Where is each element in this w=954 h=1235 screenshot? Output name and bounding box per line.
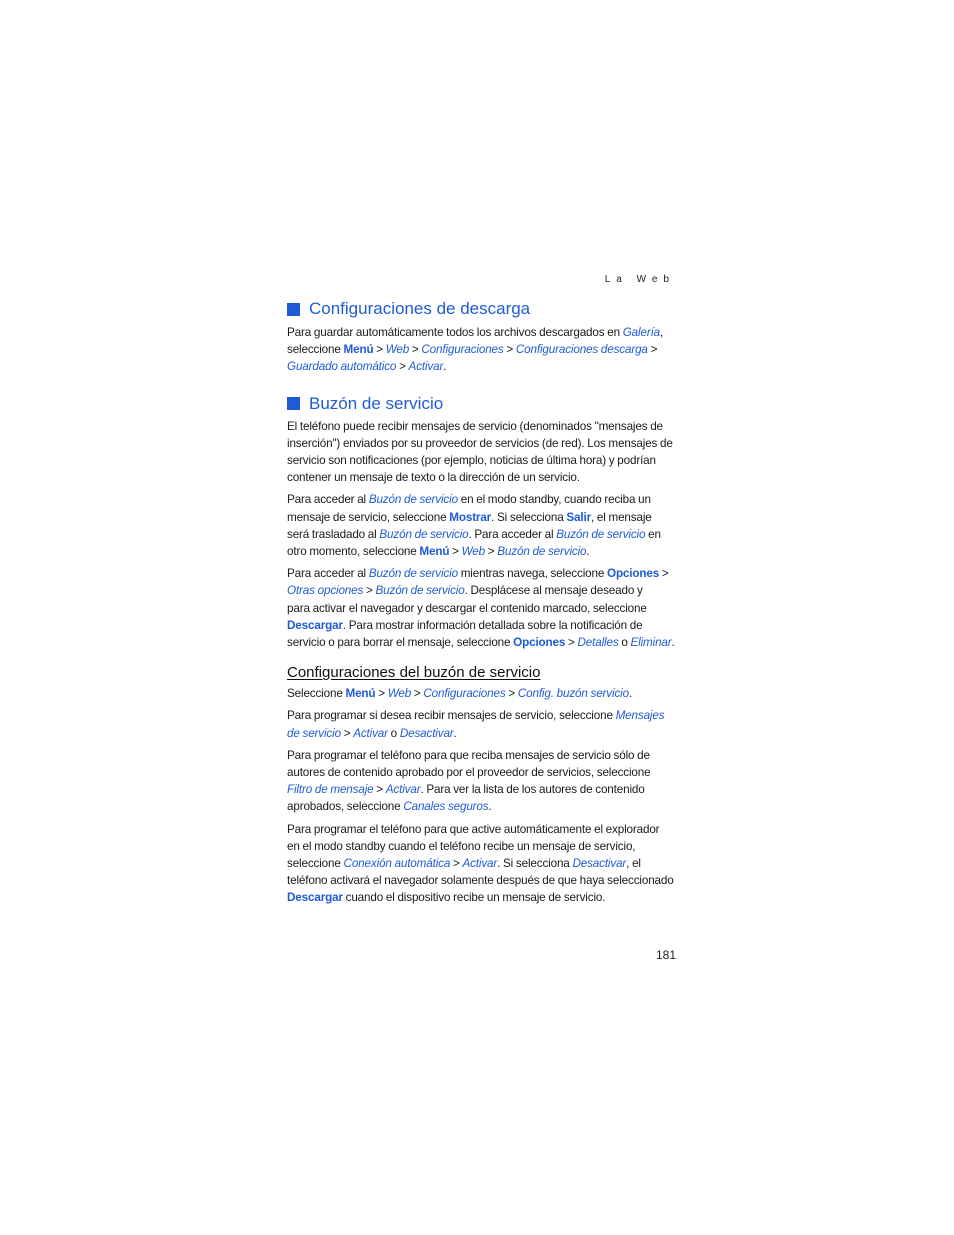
text-run: . Para mostrar información detallada sobre la notificación de — [342, 618, 643, 632]
page-number: 181 — [655, 948, 676, 962]
paragraph — [287, 707, 679, 741]
text-run: > — [485, 545, 498, 559]
menu-path-item: Opciones — [513, 636, 566, 650]
text-run: en — [645, 527, 661, 541]
menu-path-item: Activar — [462, 857, 498, 871]
text-run: . — [586, 545, 590, 559]
menu-path-item: Config. buzón servicio — [517, 687, 629, 701]
text-run: para activar el navegador y descargar el contenido marcado, seleccione — [287, 601, 647, 615]
document-body — [287, 298, 679, 907]
text-run: , — [660, 326, 664, 339]
subsection-heading: Configuraciones del buzón de servicio — [287, 664, 541, 682]
section-heading-descarga — [287, 298, 679, 320]
text-run: > — [449, 545, 462, 559]
menu-path-item: Activar — [353, 726, 388, 740]
menu-path-item: Descargar — [287, 618, 343, 632]
paragraph — [287, 418, 679, 487]
menu-path-item: Menú — [345, 687, 376, 701]
paragraph — [287, 685, 679, 702]
paragraph — [287, 491, 679, 560]
text-run: , el mensaje — [591, 510, 652, 524]
text-run: Para guardar automáticamente todos los archivos descargados en — [287, 326, 623, 339]
section-title: Configuraciones de descarga — [309, 299, 531, 318]
text-run: Para acceder al — [287, 567, 369, 581]
menu-path-item: Configuraciones — [423, 687, 506, 701]
section-title: Buzón de servicio — [309, 393, 444, 413]
paragraph — [287, 747, 679, 816]
text-run: > — [340, 726, 354, 740]
paragraph — [287, 821, 679, 907]
text-run: en el modo standby cuando el teléfono recibe un mensaje de servicio, — [287, 839, 636, 853]
menu-path-item: Web — [387, 687, 412, 701]
text-run: será trasladado al — [287, 527, 380, 541]
menu-path-item: Buzón de servicio — [375, 584, 465, 598]
menu-path-item: Detalles — [577, 636, 619, 650]
menu-path-item: Activar — [385, 783, 421, 797]
text-run: o — [387, 726, 400, 740]
menu-path-item: Mensajes — [615, 709, 665, 723]
text-run: > — [450, 857, 463, 871]
text-run: . — [453, 726, 457, 740]
text-run: , el — [626, 857, 641, 871]
text-run: seleccione — [287, 857, 344, 871]
paragraph — [287, 565, 679, 651]
text-run: o — [618, 636, 631, 650]
text-run: > — [375, 687, 388, 701]
menu-path-item: Configuraciones — [421, 343, 504, 357]
section-square-icon — [287, 397, 300, 410]
text-run: > — [647, 343, 658, 357]
text-run: . Para ver la lista de los autores de contenido — [420, 783, 645, 797]
menu-path-item: Galería — [622, 326, 661, 339]
text-run: cuando el dispositivo recibe un mensaje de servicio. — [342, 891, 606, 905]
text-run: > — [505, 687, 518, 701]
menu-path-item: de servicio — [287, 726, 341, 740]
menu-path-item: Desactivar — [399, 726, 454, 740]
text-run: otro momento, seleccione — [287, 545, 420, 559]
menu-path-item: Menú — [343, 343, 374, 357]
text-run: mientras navega, seleccione — [457, 567, 607, 581]
text-run: > — [409, 343, 422, 357]
menu-path-item: Activar — [408, 360, 444, 374]
menu-path-item: Web — [385, 343, 410, 357]
text-run: . — [443, 360, 447, 374]
text-run: servicio son notificaciones (por ejemplo, noticias de última hora) y podrían — [287, 454, 656, 468]
menu-path-item: Buzón de servicio — [497, 545, 587, 559]
section-square-icon — [287, 303, 300, 316]
text-run: > — [411, 687, 424, 701]
text-run: > — [373, 783, 386, 797]
paragraph — [287, 324, 679, 376]
menu-path-item: Salir — [566, 510, 591, 524]
text-run: Para programar el teléfono para que active automáticamente el explorador — [287, 822, 660, 836]
text-run: contener un mensaje de texto o la dirección de un servicio. — [287, 471, 580, 485]
running-header: La Web — [604, 274, 675, 285]
text-run: autores de contenido aprobado por el proveedor de servicios, seleccione — [287, 766, 651, 780]
text-run: . — [488, 800, 492, 814]
text-run: servicio o para borrar el mensaje, seleccione — [287, 636, 514, 650]
text-run: . Si selecciona — [497, 857, 573, 871]
text-run: > — [373, 343, 386, 357]
text-run: mensaje de servicio, seleccione — [287, 510, 450, 524]
menu-path-item: Configuraciones descarga — [515, 343, 648, 357]
text-run: . Si selecciona — [491, 510, 567, 524]
text-run: . Desplácese al mensaje deseado y — [464, 584, 643, 598]
text-run: en el modo standby, cuando reciba un — [457, 493, 651, 507]
text-run: aprobados, seleccione — [287, 800, 404, 814]
menu-path-item: Menú — [419, 545, 450, 559]
section-heading-buzon — [287, 393, 679, 415]
text-run: > — [363, 584, 376, 598]
text-run: seleccione — [287, 343, 344, 357]
menu-path-item: Otras opciones — [287, 584, 364, 598]
menu-path-item: Guardado automático — [287, 360, 397, 374]
menu-path-item: Buzón de servicio — [379, 527, 469, 541]
menu-path-item: Mostrar — [449, 510, 492, 524]
text-run: El teléfono puede recibir mensajes de servicio (denominados "mensajes de — [287, 419, 663, 433]
text-run: > — [659, 567, 669, 581]
menu-path-item: Desactivar — [572, 857, 627, 871]
text-run: Seleccione — [287, 687, 346, 701]
text-run: . — [671, 636, 675, 650]
text-run: Para acceder al — [287, 493, 369, 507]
menu-path-item: Filtro de mensaje — [287, 783, 374, 797]
text-run: > — [503, 343, 516, 357]
menu-path-item: Web — [461, 545, 485, 559]
text-run: teléfono activará el navegador solamente después de que haya seleccionado — [287, 874, 674, 888]
text-run: inserción") enviados por su proveedor de servicios (de red). Los mensajes de — [287, 436, 673, 450]
menu-path-item: Descargar — [287, 891, 343, 905]
text-run: . Para acceder al — [468, 527, 557, 541]
text-run: > — [396, 360, 409, 374]
menu-path-item: Eliminar — [630, 636, 672, 650]
menu-path-item: Canales seguros — [403, 800, 489, 814]
text-run: > — [565, 636, 578, 650]
menu-path-item: Conexión automática — [343, 857, 451, 871]
text-run: . — [628, 687, 633, 701]
menu-path-item: Buzón de servicio — [368, 567, 458, 581]
text-run: Para programar si desea recibir mensajes de servicio, seleccione — [287, 709, 616, 723]
text-run: Para programar el teléfono para que reciba mensajes de servicio sólo de — [287, 748, 650, 762]
menu-path-item: Buzón de servicio — [368, 493, 458, 507]
menu-path-item: Opciones — [607, 567, 660, 581]
menu-path-item: Buzón de servicio — [556, 527, 646, 541]
